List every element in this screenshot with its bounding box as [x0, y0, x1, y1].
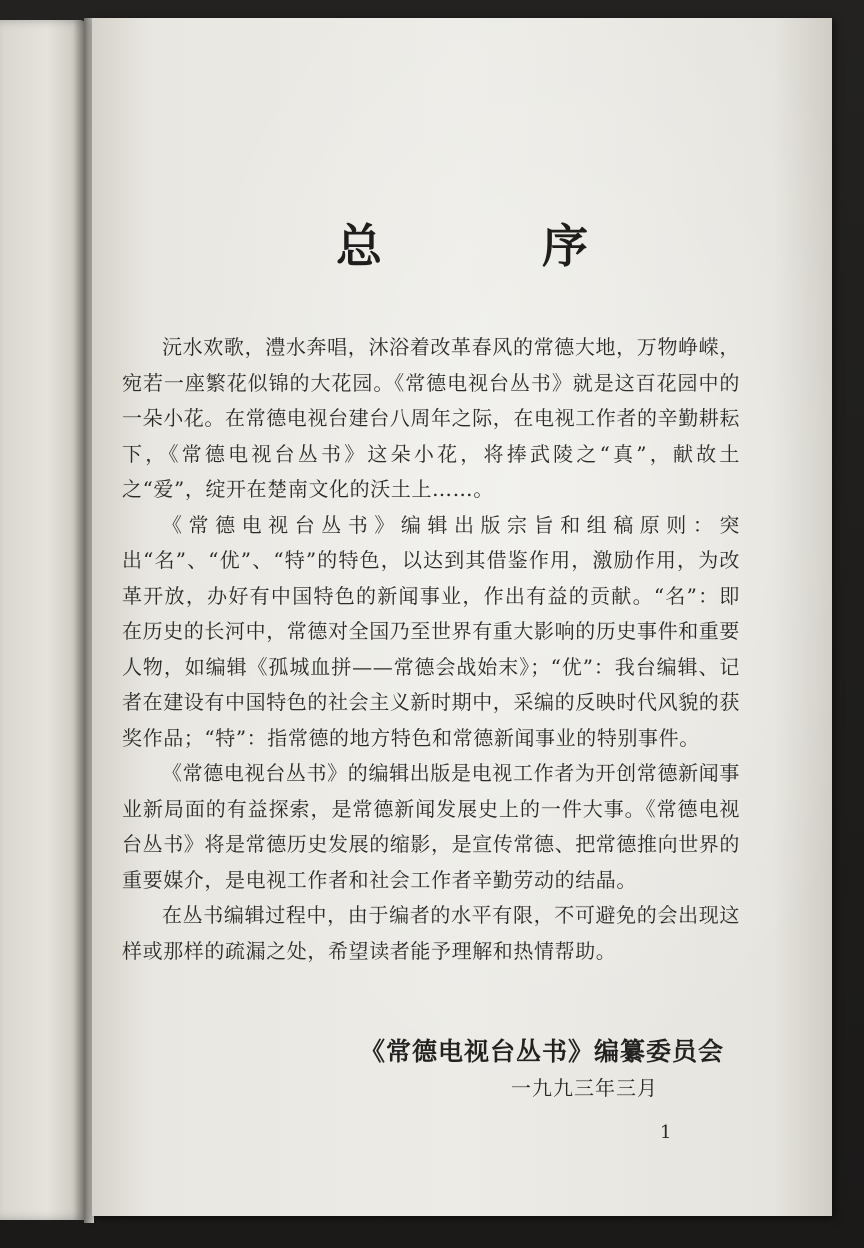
preface-body	[122, 330, 740, 969]
page-title: 总 序	[335, 219, 660, 273]
preface-page	[92, 18, 832, 1216]
paragraph-4: 在丛书编辑过程中，由于编者的水平有限，不可避免的会出现这样或那样的疏漏之处，希望读者能予理解和热情帮助。	[122, 903, 740, 963]
editorial-committee-signature: 《常德电视台丛书》编纂委员会	[359, 1037, 724, 1066]
paragraph-1: 沅水欢歌，澧水奔唱，沐浴着改革春风的常德大地，万物峥嵘，宛若一座繁花似锦的大花园。《常德电视台丛书》就是这百花园中的一朵小花。在常德电视台建台八周年之际，在电视工作者的辛勤耕耘下，《常德电视台丛书》这朵小花，将捧武陵之“真”，献故土之“爱”，绽开在楚南文化的沃土上……。	[122, 335, 740, 501]
page-number: 1	[660, 1122, 672, 1143]
paragraph-2: 《常德电视台丛书》编辑出版宗旨和组稿原则：突出“名”、“优”、“特”的特色，以达到其借鉴作用，激励作用，为改革开放，办好有中国特色的新闻事业，作出有益的贡献。“名”：即在历史的长河中，常德对全国乃至世界有重大影响的历史事件和重要人物，如编辑《孤城血拼——常德会战始末》；“优”：我台编辑、记者在建设有中国特色的社会主义新时期中，采编的反映时代风貌的获奖作品；“特”：指常德的地方特色和常德新闻事业的特别事件。	[122, 512, 740, 750]
left-page-edge	[0, 20, 86, 1220]
preface-date: 一九九三年三月	[511, 1076, 658, 1100]
paragraph-3: 《常德电视台丛书》的编辑出版是电视工作者为开创常德新闻事业新局面的有益探索，是常德新闻发展史上的一件大事。《常德电视台丛书》将是常德历史发展的缩影，是宣传常德、把常德推向世界的重要媒介，是电视工作者和社会工作者辛勤劳动的结晶。	[122, 761, 740, 892]
